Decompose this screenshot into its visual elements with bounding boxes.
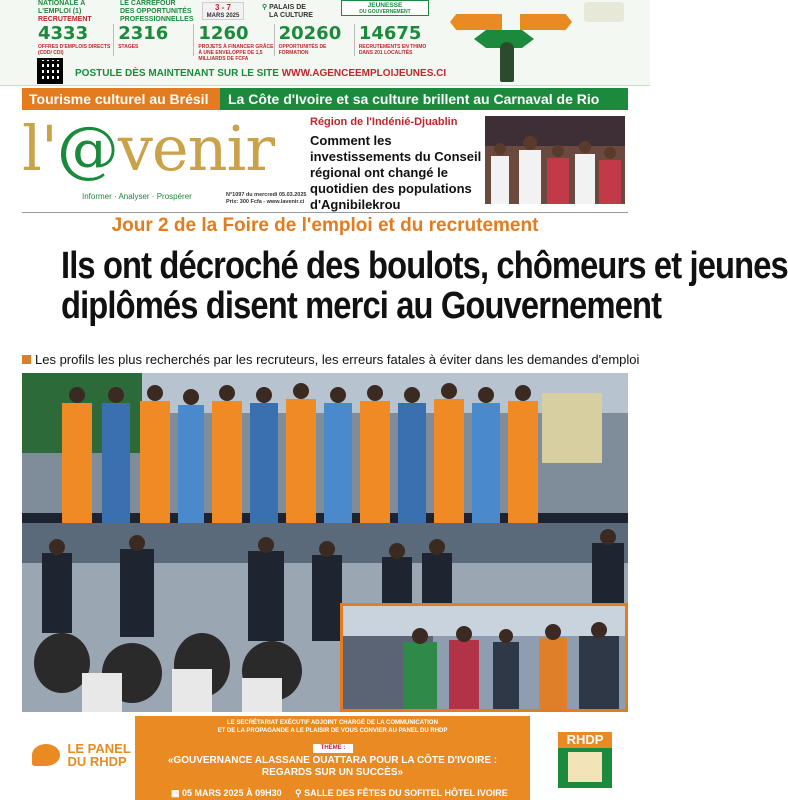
ad-url-link[interactable]: WWW.AGENCEEMPLOIJEUNES.CI	[281, 68, 447, 79]
ad-month: MARS 2025	[206, 13, 240, 19]
ad-stat	[34, 24, 114, 56]
panel-date	[171, 788, 282, 799]
issue-number: N°1097 du mercredi 05.03.2025	[226, 192, 307, 198]
article-deck-text: Les profils les plus recherchés par les recruteurs, les erreurs fatales à éviter dans les demandes d'emploi	[35, 352, 640, 367]
ad-stat-value: 20260	[278, 23, 342, 44]
ad-stat-value: 2316	[118, 23, 169, 44]
ad-stat-label: OPPORTUNITÉS DE FORMATION	[278, 44, 327, 56]
ad-event-line-1: NATIONALE À	[38, 0, 86, 7]
invitation-line-1: LE SECRÉTARIAT EXÉCUTIF ADJOINT CHARGÉ DE LA COMMUNICATION	[227, 720, 438, 726]
ad-event-line-2: L'EMPLOI (1)	[38, 8, 82, 15]
headline-line-2: diplômés disent merci au Gouvernement	[60, 285, 662, 327]
masthead	[22, 114, 306, 212]
teaser-strip[interactable]	[22, 88, 628, 110]
person-silhouette-icon	[500, 42, 514, 82]
ad-carrefour-3: PROFESSIONNELLES	[120, 16, 194, 23]
ad-stat-label: OFFRES D'EMPLOIS DIRECTS (CDD/ CDI)	[38, 44, 111, 56]
logo-part-l: l'	[22, 112, 57, 185]
ad-ministry-1: JEUNESSE	[367, 2, 403, 9]
teaser-section-label[interactable]: Tourisme culturel au Brésil	[22, 88, 220, 110]
calendar-icon: ▦	[171, 788, 180, 798]
article-headline[interactable]	[60, 245, 788, 327]
ad-event-line-3: RECRUTEMENT	[38, 16, 92, 23]
location-pin-icon: ⚲	[262, 4, 268, 11]
ad-ministry-logo	[341, 0, 429, 16]
ad-ministry-2: DU GOUVERNEMENT	[359, 9, 411, 15]
panel-location-text: SALLE DES FÊTES DU SOFITEL HÔTEL IVOIRE	[304, 788, 508, 798]
invitation-line-2: ET DE LA PROPAGANDE A LE PLAISIR DE VOUS CONVIER AU PANEL DU RHDP	[217, 728, 448, 734]
arrow-right-icon	[520, 14, 572, 30]
tagline: Informer · Analyser · Prospérer	[82, 192, 192, 201]
region-photo	[485, 116, 625, 204]
panel-logo-line-2: DU RHDP	[67, 754, 127, 769]
panel-logo-line-1: LE PANEL	[67, 741, 131, 756]
location-pin-icon: ⚲	[295, 788, 302, 798]
government-logo	[584, 2, 624, 22]
ad-stat-label: STAGES	[118, 44, 139, 50]
ad-stat-value: 4333	[38, 23, 89, 44]
qr-code-icon[interactable]	[37, 58, 63, 84]
ad-stat-value: 1260	[198, 23, 249, 44]
ad-carrefour-1: LE CARREFOUR	[120, 0, 176, 7]
ad-stats-row	[34, 23, 434, 62]
newspaper-logo[interactable]	[22, 114, 274, 184]
issue-price: Prix: 300 Fcfa - www.lavenir.ci	[226, 199, 305, 205]
top-advertisement	[0, 0, 650, 86]
ad-stat	[114, 24, 194, 56]
panel-theme-line-1: «GOUVERNANCE ALASSANE OUATTARA POUR LA CÔTE D'IVOIRE :	[167, 755, 498, 766]
masthead-divider	[22, 212, 628, 213]
panel-date-text: 05 MARS 2025 À 09H30	[182, 788, 282, 798]
ad-venue-2: LA CULTURE	[269, 12, 313, 19]
ad-cta-text: POSTULE DÈS MAINTENANT SUR LE SITE	[75, 68, 279, 79]
panel-theme	[135, 755, 530, 779]
theme-label: THÈME :	[313, 744, 353, 753]
headline-line-1: Ils ont décroché des boulots, chômeurs et jeunes	[60, 245, 788, 287]
bullet-square-icon	[22, 355, 31, 364]
rhdp-logo	[558, 732, 612, 788]
invitation-header	[135, 719, 530, 735]
rhdp-emblem-icon	[568, 752, 602, 782]
ad-stat	[355, 24, 434, 56]
panel-invitation	[135, 716, 530, 800]
article-kicker: Jour 2 de la Foire de l'emploi et du recrutement	[111, 215, 539, 236]
panel-location	[295, 788, 508, 799]
ad-venue-1: PALAIS DE	[269, 4, 306, 11]
article-deck	[22, 352, 640, 367]
panel-logo-text	[67, 742, 130, 768]
ad-dates-badge	[202, 2, 244, 20]
logo-at-sign: @	[56, 112, 118, 185]
panel-theme-line-2: REGARDS SUR UN SUCCÈS»	[261, 767, 404, 778]
region-headline[interactable]: Comment les investissements du Conseil régional ont changé le quotidien des populations d'Agnibilekrou	[310, 133, 482, 212]
region-kicker: Région de l'Indénié-Djuablin	[310, 116, 458, 128]
ad-venue	[262, 4, 313, 20]
ad-carrefour-2: DES OPPORTUNITÉS	[120, 8, 192, 15]
teaser-headline[interactable]: La Côte d'Ivoire et sa culture brillent au Carnaval de Rio	[220, 88, 628, 110]
ad-stat-label: RECRUTEMENTS EN THIMO DANS 201 LOCALITÉS	[358, 44, 427, 56]
panel-rhdp-logo	[32, 742, 131, 768]
ad-stat	[275, 24, 355, 56]
ad-dates: 3 - 7	[214, 3, 231, 12]
ad-stat-value: 14675	[358, 23, 422, 44]
arrow-left-icon	[450, 14, 502, 30]
logo-part-venir: venir	[117, 112, 274, 185]
ad-stat	[194, 23, 274, 62]
speech-bubble-icon	[32, 744, 60, 766]
ad-cta	[75, 68, 446, 79]
rhdp-logo-text: RHDP	[558, 732, 612, 748]
ad-stat-label: PROJETS À FINANCER GRÂCE À UNE ENVELOPPE DE 1,5 MILLIARDS DE FCFA	[198, 44, 274, 62]
inset-photo	[340, 603, 628, 712]
issue-info	[226, 192, 316, 206]
